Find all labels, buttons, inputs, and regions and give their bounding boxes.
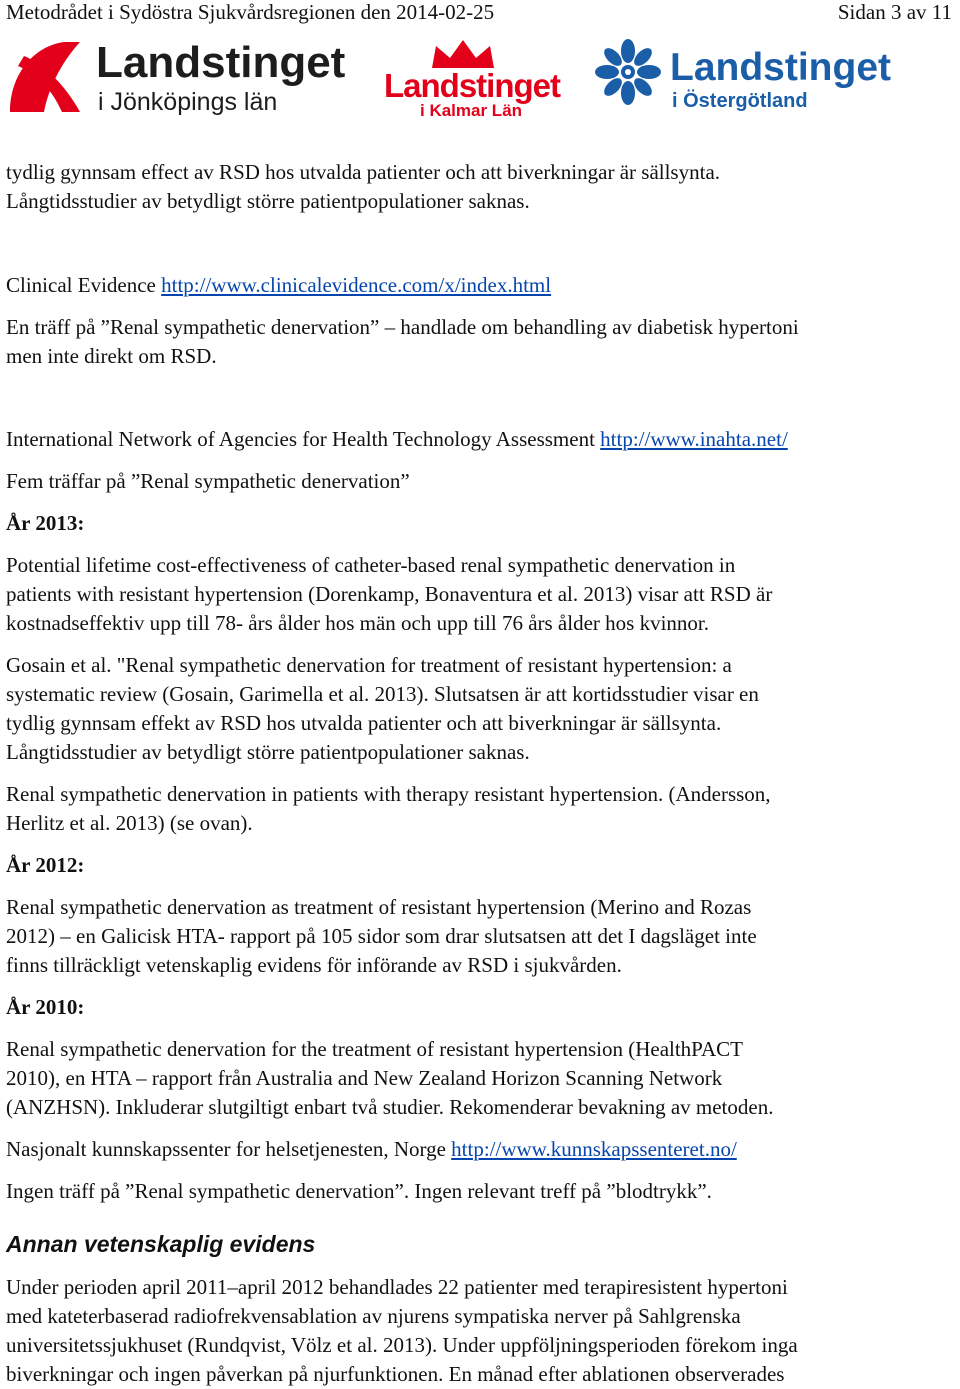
text-line: Ingen träff på ”Renal sympathetic denervation”. Ingen relevant treff på ”blodtrykk”.	[6, 1179, 712, 1203]
inahta-line	[6, 425, 788, 454]
text-line: Under perioden april 2011–april 2012 behandlades 22 patienter med terapiresistent hypertoni	[6, 1275, 788, 1299]
logo-landstinget-kalmar	[382, 34, 560, 120]
clinical-evidence-link[interactable]: http://www.clinicalevidence.com/x/index.html	[161, 273, 552, 297]
text-line: tydlig gynnsam effekt av RSD hos utvalda patienter och att biverkningar är sällsynta.	[6, 711, 722, 735]
text-line: universitetssjukhuset (Rundqvist, Völz et al. 2013). Under uppföljningsperioden förekom inga	[6, 1333, 798, 1357]
kalmar-crown-icon	[428, 36, 498, 70]
page-header-left: Metodrådet i Sydöstra Sjukvårdsregionen den 2014-02-25	[6, 0, 495, 24]
kalmar-logo-line2: i Kalmar Län	[420, 101, 523, 120]
page-number: Sidan 3 av 11	[837, 0, 952, 24]
clinical-evidence-label: Clinical Evidence	[6, 273, 162, 297]
text-line: En träff på ”Renal sympathetic denervation” – handlade om behandling av diabetisk hypertoni	[6, 315, 799, 339]
inahta-label: International Network of Agencies for Health Technology Assessment	[6, 427, 601, 451]
ostergotland-flower-icon	[594, 38, 662, 106]
inahta-link[interactable]: http://www.inahta.net/	[600, 427, 788, 451]
section-heading: Annan vetenskaplig evidens	[6, 1231, 316, 1257]
text-line: Potential lifetime cost-effectiveness of catheter-based renal sympathetic denervation in	[6, 553, 736, 577]
text-line: Renal sympathetic denervation for the treatment of resistant hypertension (HealthPACT	[6, 1037, 743, 1061]
year-heading-2010: År 2010:	[6, 995, 85, 1019]
text-line: kostnadseffektiv upp till 78- års ålder hos män och upp till 76 års ålder hos kvinnor.	[6, 611, 709, 635]
ostergotland-logo-line1: Landstinget	[670, 46, 891, 89]
text-line: finns tillräckligt vetenskaplig evidens för införande av RSD i sjukvården.	[6, 953, 622, 977]
text-line: patients with resistant hypertension (Dorenkamp, Bonaventura et al. 2013) visar att RSD är	[6, 582, 773, 606]
text-line: 2010), en HTA – rapport från Australia and New Zealand Horizon Scanning Network	[6, 1066, 723, 1090]
norge-line	[6, 1135, 737, 1164]
text-line: (ANZHSN). Inkluderar slutgiltigt enbart två studier. Rekomenderar bevakning av metoden.	[6, 1095, 774, 1119]
text-line: Renal sympathetic denervation as treatment of resistant hypertension (Merino and Rozas	[6, 895, 752, 919]
text-line: Långtidsstudier av betydligt större patientpopulationer saknas.	[6, 740, 530, 764]
text-line: systematic review (Gosain, Garimella et al. 2013). Slutsatsen är att kortidsstudier visar en	[6, 682, 759, 706]
text-line: Långtidsstudier av betydligt större patientpopulationer saknas.	[6, 189, 530, 213]
text-line: tydlig gynnsam effect av RSD hos utvalda patienter och att biverkningar är sällsynta.	[6, 160, 721, 184]
year-heading-2012: År 2012:	[6, 853, 85, 877]
clinical-evidence-line	[6, 271, 551, 300]
text-line: biverkningar och ingen påverkan på njurfunktionen. En månad efter ablationen observerades	[6, 1362, 785, 1386]
norge-label: Nasjonalt kunnskapssenter for helsetjenesten, Norge	[6, 1137, 452, 1161]
text-line: Renal sympathetic denervation in patients with therapy resistant hypertension. (Andersson,	[6, 782, 771, 806]
jonkoping-logo-line2: i Jönköpings län	[98, 88, 278, 116]
ostergotland-logo-line2: i Östergötland	[672, 90, 808, 112]
text-line: men inte direkt om RSD.	[6, 344, 217, 368]
text-line: Herlitz et al. 2013) (se ovan).	[6, 811, 253, 835]
text-line: 2012) – en Galicisk HTA- rapport på 105 sidor som drar slutsatsen att det I dagsläget inte	[6, 924, 757, 948]
text-line: Fem träffar på ”Renal sympathetic denervation”	[6, 469, 410, 493]
text-line: med kateterbaserad radiofrekvensablation av njurens sympatiska nerver på Sahlgrenska	[6, 1304, 741, 1328]
jonkoping-logo-line1: Landstinget	[96, 38, 346, 87]
logo-landstinget-jonkoping	[4, 34, 344, 120]
norge-link[interactable]: http://www.kunnskapssenteret.no/	[451, 1137, 737, 1161]
kalmar-logo-line1: Landstinget	[384, 67, 560, 104]
text-line: Gosain et al. "Renal sympathetic denervation for treatment of resistant hypertension: a	[6, 653, 732, 677]
logo-landstinget-ostergotland	[592, 34, 912, 120]
year-heading-2013: År 2013:	[6, 511, 85, 535]
